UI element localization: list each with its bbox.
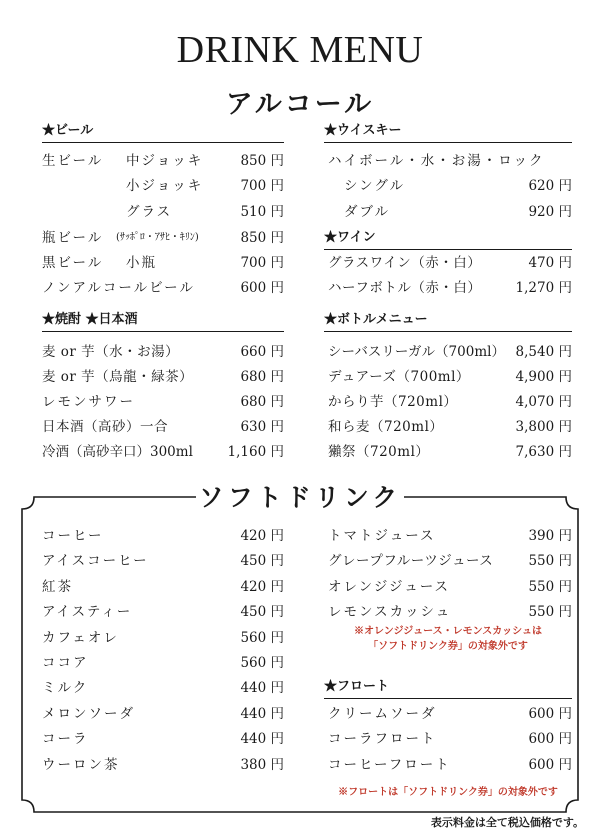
soft-drink-note-line1: ※オレンジジュース・レモンスカッシュは (354, 626, 542, 637)
whisky-section-heading: ★ウイスキー (324, 122, 572, 143)
item-label: ハイボール・水・お湯・ロック (328, 153, 545, 169)
item-label: ノンアルコールビール (42, 280, 195, 296)
menu-item (324, 754, 572, 776)
item-label: メロンソーダ (42, 706, 135, 722)
alcohol-heading: アルコール (225, 89, 375, 120)
item-price: 450 円 (240, 604, 284, 620)
item-price: 440 円 (240, 731, 284, 747)
item-price: 1,270 円 (515, 280, 572, 296)
item-label: 瓶ビール (42, 230, 104, 246)
menu-title: DRINK MENU (176, 29, 424, 71)
item-label: オレンジジュース (328, 579, 451, 595)
item-label: クリームソーダ (328, 706, 437, 722)
item-price: 7,630 円 (515, 444, 572, 460)
item-price: 550 円 (528, 579, 572, 595)
menu-item (324, 525, 572, 547)
item-label: カフェオレ (42, 630, 119, 646)
item-price: 470 円 (528, 255, 572, 271)
menu-item (42, 728, 284, 750)
menu-item (324, 728, 572, 750)
item-price: 510 円 (240, 204, 284, 220)
item-label: グラスワイン（赤・白） (328, 255, 482, 271)
item-price: 380 円 (240, 757, 284, 773)
item-price: 420 円 (240, 579, 284, 595)
menu-item (42, 677, 284, 699)
item-label: トマトジュース (328, 528, 436, 544)
item-label: 和ら麦（720ml） (328, 419, 444, 435)
item-label: ハーフボトル（赤・白） (328, 280, 482, 296)
menu-item (42, 627, 284, 649)
item-price: 8,540 円 (515, 344, 572, 360)
menu-item (324, 576, 572, 598)
item-price: 620 円 (528, 178, 572, 194)
menu-item (42, 525, 284, 547)
item-label: レモンスカッシュ (328, 604, 452, 620)
item-price: 440 円 (240, 706, 284, 722)
item-price: 680 円 (240, 394, 284, 410)
item-price: 660 円 (240, 344, 284, 360)
item-size: 小瓶 (126, 255, 157, 271)
soft-drink-note-line2: 「ソフトドリンク券」の対象外です (368, 641, 528, 652)
item-price: 680 円 (240, 369, 284, 385)
item-label: 冷酒（高砂辛口）300ml (42, 444, 193, 460)
item-label: アイスティー (42, 604, 133, 620)
item-price: 1,160 円 (227, 444, 284, 460)
item-label: 黒ビール (42, 255, 104, 271)
item-price: 560 円 (240, 630, 284, 646)
float-note: ※フロートは「ソフトドリンク券」の対象外です (338, 787, 558, 798)
item-label: コーヒーフロート (328, 757, 451, 773)
item-label: ダブル (344, 204, 390, 220)
item-size: 小ジョッキ (126, 178, 204, 194)
item-label: シーバスリーガル（700ml） (328, 344, 505, 360)
item-price: 440 円 (240, 680, 284, 696)
menu-item (42, 576, 284, 598)
item-size: グラス (126, 204, 173, 220)
menu-item (324, 550, 572, 572)
item-label: コーラ (42, 731, 89, 747)
item-label: レモンサワー (42, 394, 135, 410)
item-price: 600 円 (240, 280, 284, 296)
item-price: 700 円 (240, 255, 284, 271)
item-price: 560 円 (240, 655, 284, 671)
item-price: 850 円 (240, 230, 284, 246)
item-price: 600 円 (528, 706, 572, 722)
menu-item (42, 652, 284, 674)
item-price: 600 円 (528, 731, 572, 747)
menu-item (42, 754, 284, 776)
item-price: 4,900 円 (515, 369, 572, 385)
item-label: ミルク (42, 680, 89, 696)
item-label: デュアーズ（700ml） (328, 369, 470, 385)
item-label: コーヒー (42, 528, 104, 544)
item-label: 日本酒（高砂）一合 (42, 419, 168, 435)
item-label: 紅茶 (42, 579, 73, 595)
item-price: 4,070 円 (515, 394, 572, 410)
item-price: 390 円 (528, 528, 572, 544)
item-price: 420 円 (240, 528, 284, 544)
soft-drink-heading: ソフトドリンク (198, 483, 402, 512)
wine-section-heading: ★ワイン (324, 229, 572, 250)
soft-drink-note (324, 624, 572, 654)
item-price: 3,800 円 (515, 419, 572, 435)
item-price: 920 円 (528, 204, 572, 220)
item-size: 中ジョッキ (126, 153, 204, 169)
item-price: 630 円 (240, 419, 284, 435)
item-brands: (ｻｯﾎﾟﾛ・ｱｻﾋ・ｷﾘﾝ) (116, 232, 199, 243)
float-section-heading: ★フロート (324, 678, 572, 699)
menu-item (324, 601, 572, 623)
item-label: コーラフロート (328, 731, 437, 747)
item-label: 生ビール (42, 153, 104, 169)
item-label: グレープフルーツジュース (328, 553, 494, 569)
item-label: ウーロン茶 (42, 757, 120, 773)
item-label: 獺祭（720ml） (328, 444, 430, 460)
item-label: シングル (344, 178, 405, 194)
item-price: 600 円 (528, 757, 572, 773)
item-price: 550 円 (528, 604, 572, 620)
beer-section-heading: ★ビール (42, 122, 284, 143)
menu-item (42, 703, 284, 725)
item-label: 麦 or 芋（水・お湯） (42, 344, 180, 360)
tax-included-note: 表示料金は全て税込価格です。 (430, 816, 584, 829)
menu-item (324, 703, 572, 725)
item-label: アイスコーヒー (42, 553, 149, 569)
item-label: ココア (42, 655, 89, 671)
item-price: 450 円 (240, 553, 284, 569)
shochu-section-heading: ★焼酎 ★日本酒 (42, 311, 284, 332)
item-price: 700 円 (240, 178, 284, 194)
item-label: からり芋（720ml） (328, 394, 458, 410)
menu-item (42, 601, 284, 623)
menu-item (42, 550, 284, 572)
item-price: 550 円 (528, 553, 572, 569)
item-label: 麦 or 芋（烏龍・緑茶） (42, 369, 194, 385)
bottle-section-heading: ★ボトルメニュー (324, 311, 572, 332)
item-price: 850 円 (240, 153, 284, 169)
